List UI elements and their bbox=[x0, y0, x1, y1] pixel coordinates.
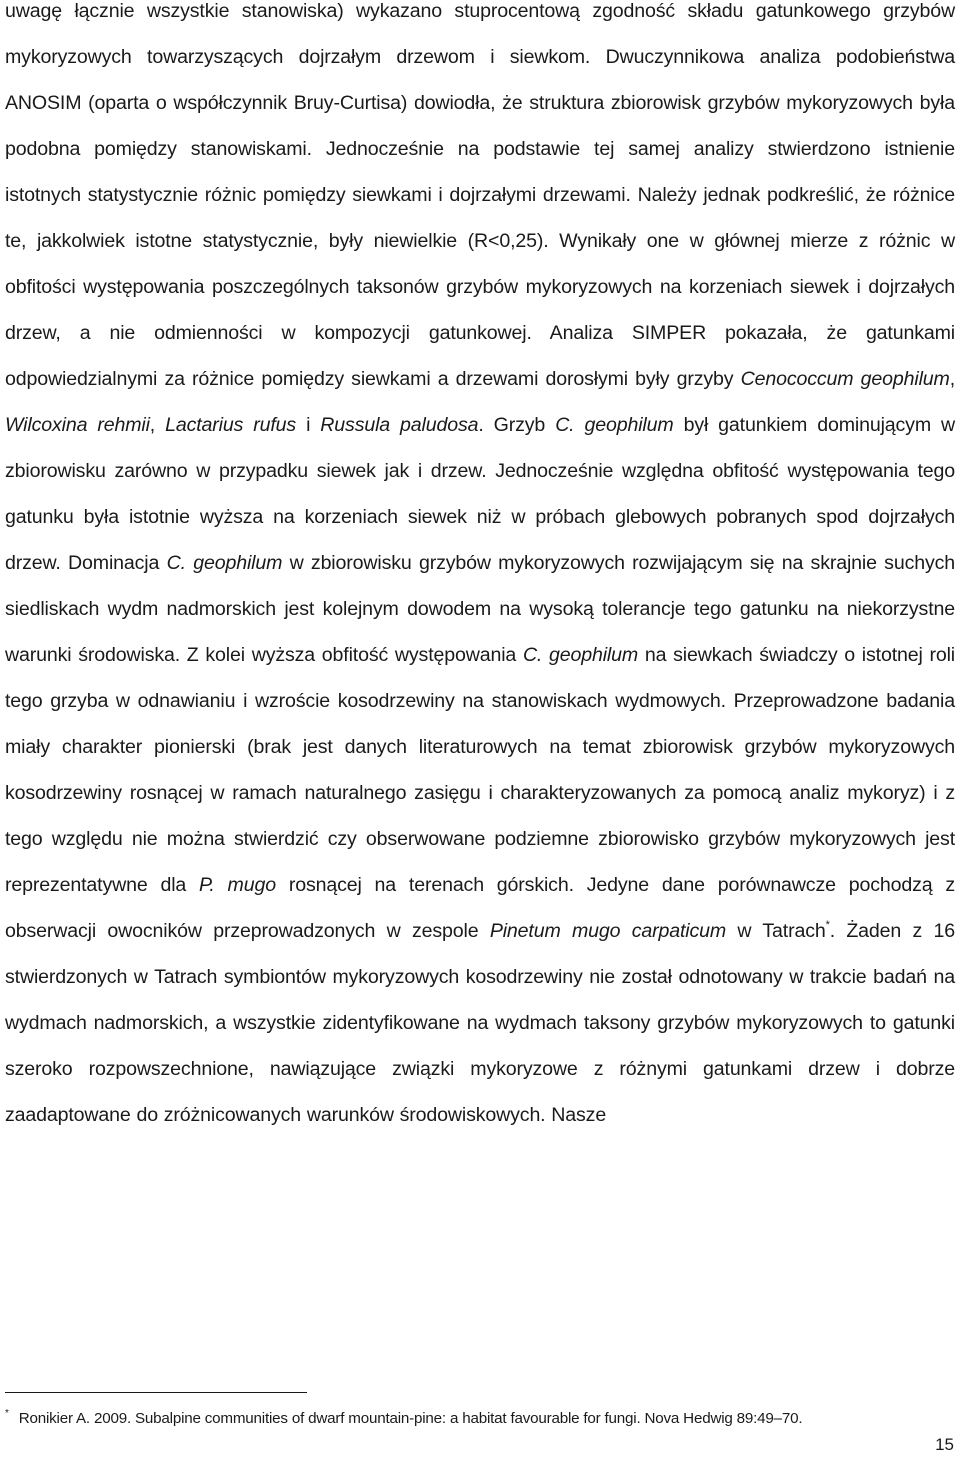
text-run: i bbox=[296, 414, 321, 436]
footnote-separator bbox=[5, 1392, 307, 1393]
text-run: był gatunkiem dominującym w zbiorowisku zarówno w przypadku siewek jak i drzew. Jednocześnie względna obfitość występowania tego gatunku była istotnie wyższa na korzeniach siewek niż w próbach glebowych pobranych spod dojrzałych drzew. Dominacja bbox=[5, 414, 956, 574]
text-run: , bbox=[149, 414, 166, 436]
species-name: Russula paludosa bbox=[320, 414, 479, 436]
text-run: w zbiorowisku grzybów mykoryzowych rozwijającym się na skrajnie suchych siedliskach wydm nadmorskich jest kolejnym dowodem na wysoką tolerancje tego gatunku na niekorzystne warunki środowiska. Z kolei wyższa obfitość występowania bbox=[5, 552, 956, 666]
species-name: Wilcoxina rehmii bbox=[5, 414, 150, 436]
text-run: na siewkach świadczy o istotnej roli tego grzyba w odnawianiu i wzroście kosodrzewiny na stanowiskach wydmowych. Przeprowadzone badania miały charakter pionierski (brak jest danych literaturowych na temat zbiorowisk grzybów mykoryzowych kosodrzewiny rosnącej w ramach naturalnego zasięgu i charakteryzowanych za pomocą analiz mykoryz) i z tego względu nie można stwierdzić czy obserwowane podziemne zbiorowisko grzybów mykoryzowych jest reprezentatywne dla bbox=[5, 644, 955, 896]
text-run: rosnącej na terenach górskich. Jedyne dane porównawcze pochodzą z obserwacji owocników przeprowadzonych w zespole bbox=[5, 874, 955, 942]
text-run: w Tatrach bbox=[726, 920, 826, 942]
text-run: , bbox=[949, 368, 956, 390]
page-number: 15 bbox=[935, 1435, 954, 1454]
footnote bbox=[5, 1408, 955, 1430]
species-name: C. geophilum bbox=[166, 552, 283, 574]
species-name: Cenococcum geophilum bbox=[740, 368, 950, 390]
text-run: . Grzyb bbox=[478, 414, 556, 436]
footnote-mark: * bbox=[5, 1408, 9, 1419]
species-name: Lactarius rufus bbox=[165, 414, 297, 436]
footnote-reference[interactable]: * bbox=[825, 919, 830, 931]
species-name: C. geophilum bbox=[555, 414, 674, 436]
body-paragraph bbox=[5, 0, 955, 1138]
species-name: C. geophilum bbox=[522, 644, 639, 666]
footnote-text: Ronikier A. 2009. Subalpine communities of dwarf mountain-pine: a habitat favourable for fungi. Nova Hedwig 89:49–70. bbox=[18, 1410, 803, 1427]
text-run: uwagę łącznie wszystkie stanowiska) wykazano stuprocentową zgodność składu gatunkowego grzybów mykoryzowych towarzyszących dojrzałym drzewom i siewkom. Dwuczynnikowa analiza podobieństwa ANOSIM (oparta o współczynnik Bruy-Curtisa) dowiodła, że struktura zbiorowisk grzybów mykoryzowych była podobna pomiędzy stanowiskami. Jednocześnie na podstawie tej samej analizy stwierdzono istnienie istotnych statystycznie różnic pomiędzy siewkami i dojrzałymi drzewami. Należy jednak podkreślić, że różnice te, jakkolwiek istotne statystycznie, były niewielkie (R<0,25). Wynikały one w głównej mierze z różnic w obfitości występowania poszczególnych taksonów grzybów mykoryzowych na korzeniach siewek i dojrzałych drzew, a nie odmienności w kompozycji gatunkowej. Analiza SIMPER pokazała, że gatunkami odpowiedzialnymi za różnice pomiędzy siewkami a drzewami dorosłymi były grzyby bbox=[5, 0, 955, 390]
text-run: . Żaden z 16 stwierdzonych w Tatrach symbiontów mykoryzowych kosodrzewiny nie został odnotowany w trakcie badań na wydmach nadmorskich, a wszystkie zidentyfikowane na wydmach taksony grzybów mykoryzowych to gatunki szeroko rozpowszechnione, nawiązujące związki mykoryzowe z różnymi gatunkami drzew i dobrze zaadaptowane do zróżnicowanych warunków środowiskowych. Nasze bbox=[5, 920, 955, 1126]
plant-association-name: Pinetum mugo carpaticum bbox=[489, 920, 727, 942]
species-name: P. mugo bbox=[199, 874, 276, 896]
